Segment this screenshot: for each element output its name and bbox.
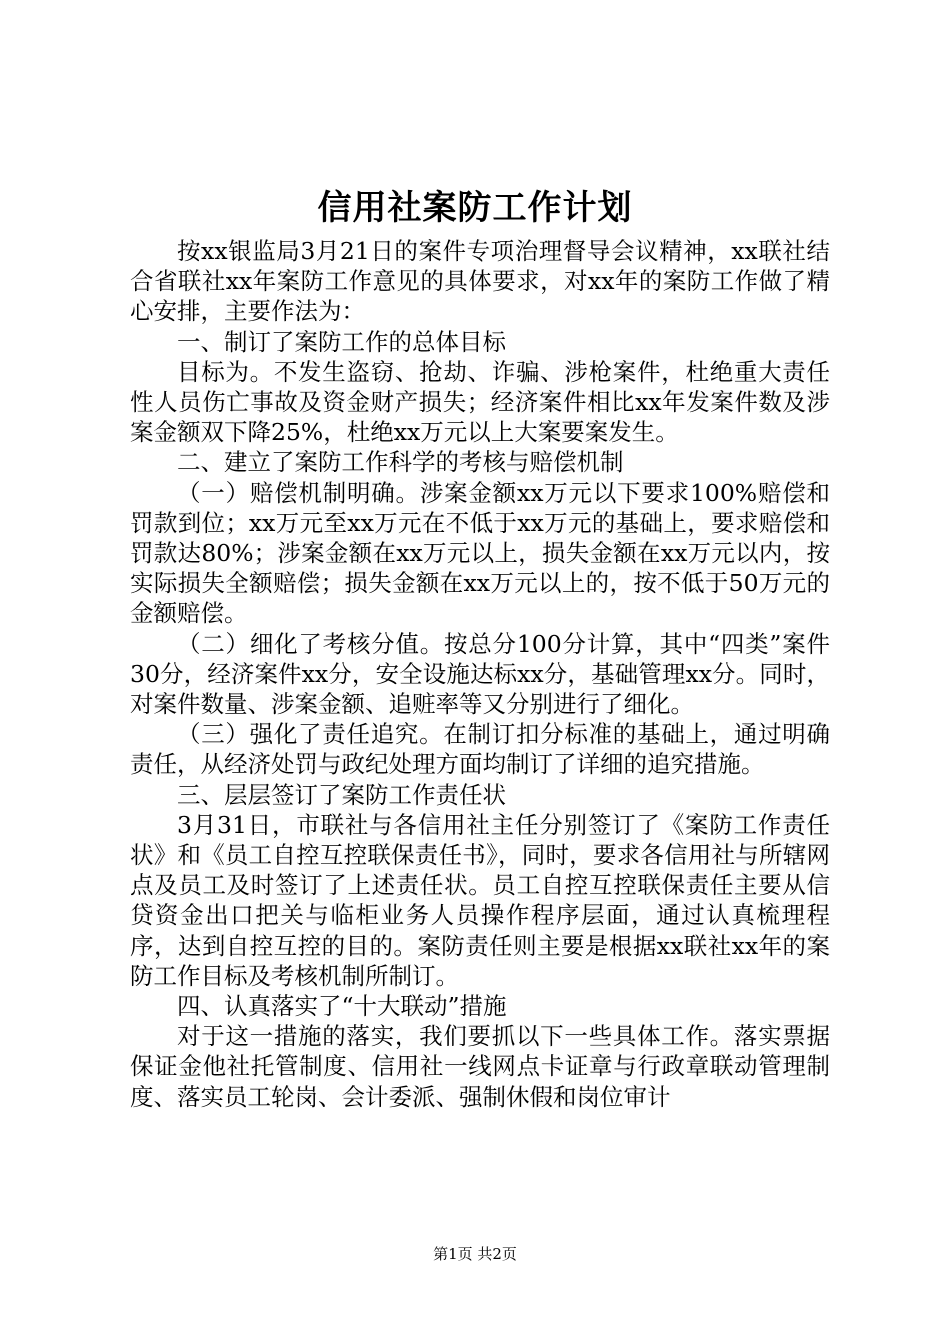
paragraph-responsibility: 3月31日，市联社与各信用社主任分别签订了《案防工作责任状》和《员工自控互控联保责任书》，同时，要求各信用社与所辖网点及员工及时签订了上述责任状。员工自控互控联保责任主要从信贷资金出口把关与临柜业务人员操作程序层面，通过认真梳理程序，达到自控互控的目的。案防责任则主要是根据xx联社xx年的案防工作目标及考核机制所制订。 xyxy=(130,810,830,990)
paragraph-accountability: （三）强化了责任追究。在制订扣分标准的基础上，通过明确责任，从经济处罚与政纪处理方面均制订了详细的追究措施。 xyxy=(130,720,830,779)
paragraph-goal: 目标为。不发生盗窃、抢劫、诈骗、涉枪案件，杜绝重大责任性人员伤亡事故及资金财产损失；经济案件相比xx年发案件数及涉案金额双下降25%，杜绝xx万元以上大案要案发生。 xyxy=(130,357,830,447)
page-number-footer: 第1页 共2页 xyxy=(433,1245,517,1263)
document-title: 信用社案防工作计划 xyxy=(317,188,633,228)
section-heading-3: 三、层层签订了案防工作责任状 xyxy=(177,780,506,809)
document-body xyxy=(130,236,830,1112)
paragraph-measures: 对于这一措施的落实，我们要抓以下一些具体工作。落实票据保证金他社托管制度、信用社一线网点卡证章与行政章联动管理制度、落实员工轮岗、会计委派、强制休假和岗位审计 xyxy=(130,1022,830,1111)
paragraph-scoring: （二）细化了考核分值。按总分100分计算，其中“四类”案件30分，经济案件xx分，安全设施达标xx分，基础管理xx分。同时，对案件数量、涉案金额、追赃率等又分别进行了细化。 xyxy=(130,629,830,719)
paragraph-intro: 按xx银监局3月21日的案件专项治理督导会议精神，xx联社结合省联社xx年案防工作意见的具体要求，对xx年的案防工作做了精心安排，主要作法为： xyxy=(130,237,830,326)
section-heading-1: 一、制订了案防工作的总体目标 xyxy=(177,327,506,356)
paragraph-compensation: （一）赔偿机制明确。涉案金额xx万元以下要求100%赔偿和罚款到位；xx万元至xx万元在不低于xx万元的基础上，要求赔偿和罚款达80%；涉案金额在xx万元以上，损失金额在xx万元以内，按实际损失全额赔偿；损失金额在xx万元以上的，按不低于50万元的金额赔偿。 xyxy=(130,478,830,628)
section-heading-2: 二、建立了案防工作科学的考核与赔偿机制 xyxy=(177,448,624,477)
section-heading-4: 四、认真落实了“十大联动”措施 xyxy=(177,992,507,1021)
